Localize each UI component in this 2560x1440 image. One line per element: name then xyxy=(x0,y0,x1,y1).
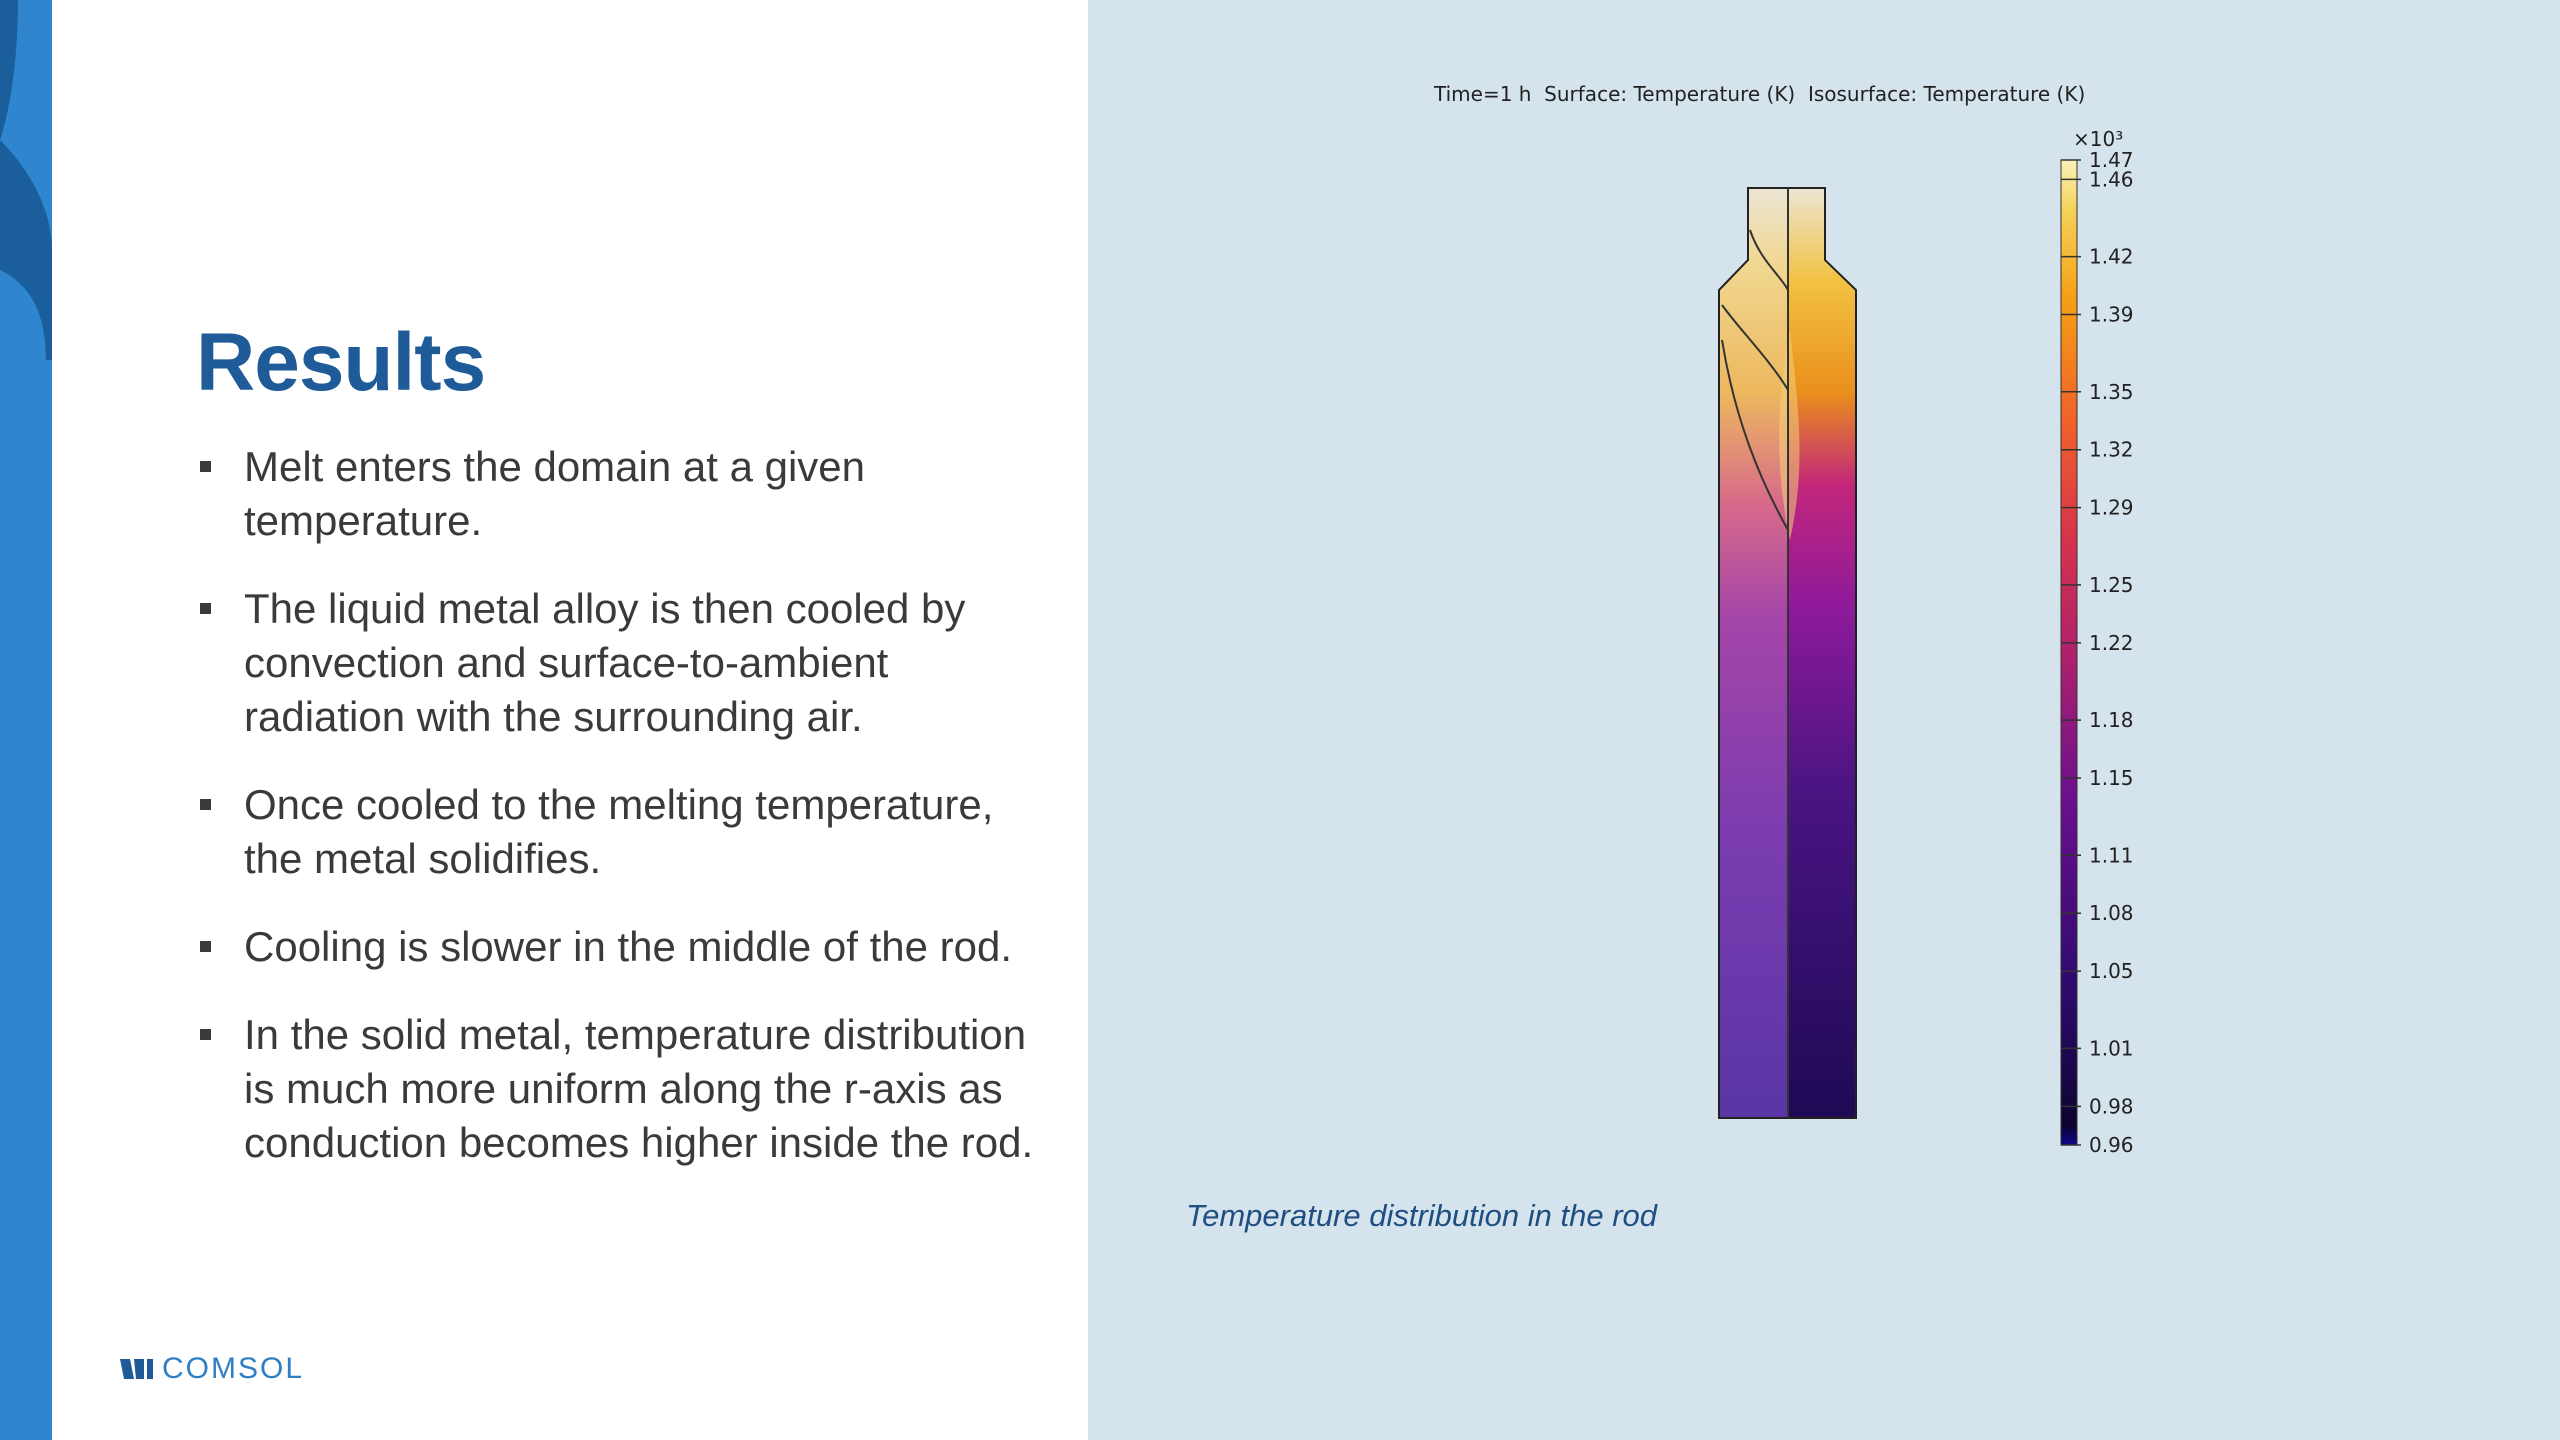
colorbar-tick-label: 1.25 xyxy=(2089,572,2134,597)
bullet-item xyxy=(196,778,1036,886)
bullet-item xyxy=(196,582,1036,744)
comsol-logo xyxy=(120,1352,304,1386)
colorbar-tick-label: 1.47 xyxy=(2089,148,2134,172)
colorbar-tick-label: 1.05 xyxy=(2089,959,2134,984)
colorbar-tick-label: 1.01 xyxy=(2089,1036,2134,1061)
colorbar-multiplier: ×10³ xyxy=(2073,127,2124,151)
colorbar-tick-label: 1.39 xyxy=(2089,302,2134,327)
bullet-text: Once cooled to the melting temperature, the metal solidifies. xyxy=(244,781,994,882)
comsol-logo-icon xyxy=(120,1357,154,1381)
accent-wave-shape xyxy=(0,0,52,360)
rod-right-half xyxy=(1788,188,1856,1118)
colorbar-tick-label: 1.42 xyxy=(2089,244,2134,269)
colorbar-tick-label: 1.18 xyxy=(2089,708,2134,733)
colorbar-tick-label: 1.35 xyxy=(2089,379,2134,404)
colorbar-tick-label: 0.98 xyxy=(2089,1094,2134,1119)
rod-geometry xyxy=(1719,188,1856,1118)
bullet-item xyxy=(196,440,1036,548)
plot-header: Time=1 h Surface: Temperature (K) Isosurface: Temperature (K) xyxy=(1434,82,2086,106)
bullet-text: Cooling is slower in the middle of the rod. xyxy=(244,923,1013,970)
bullet-square-icon xyxy=(200,603,211,614)
bullet-square-icon xyxy=(200,1029,211,1040)
bullet-text: In the solid metal, temperature distribution is much more uniform along the r-axis as conduction becomes higher inside the rod. xyxy=(244,1011,1034,1166)
bullet-list xyxy=(196,440,1036,1204)
colorbar-tick-label: 1.29 xyxy=(2089,495,2134,520)
colorbar-tick-label: 1.32 xyxy=(2089,437,2134,462)
logo-text: COMSOL xyxy=(162,1352,305,1385)
rod-left-half xyxy=(1719,188,1788,1118)
colorbar-tick-label: 1.11 xyxy=(2089,843,2134,868)
slide-title: Results xyxy=(196,317,486,408)
bullet-item xyxy=(196,1008,1036,1170)
bullet-item xyxy=(196,920,1036,974)
colorbar-tick-label: 1.22 xyxy=(2089,630,2134,655)
colorbar xyxy=(2061,160,2077,1145)
bullet-square-icon xyxy=(200,941,211,952)
bullet-text: Melt enters the domain at a given temperature. xyxy=(244,443,866,544)
left-accent-strip xyxy=(0,0,52,1440)
bullet-square-icon xyxy=(200,799,211,810)
colorbar-tick-label: 1.08 xyxy=(2089,901,2134,926)
figure-caption: Temperature distribution in the rod xyxy=(1186,1198,1658,1233)
bullet-square-icon xyxy=(200,461,211,472)
bullet-text: The liquid metal alloy is then cooled by convection and surface-to-ambient radiation with the surrounding air. xyxy=(244,585,966,740)
colorbar-tick-label: 1.46 xyxy=(2089,167,2134,192)
colorbar-tick-label: 0.96 xyxy=(2089,1133,2134,1157)
colorbar-tick-label: 1.15 xyxy=(2089,766,2134,791)
